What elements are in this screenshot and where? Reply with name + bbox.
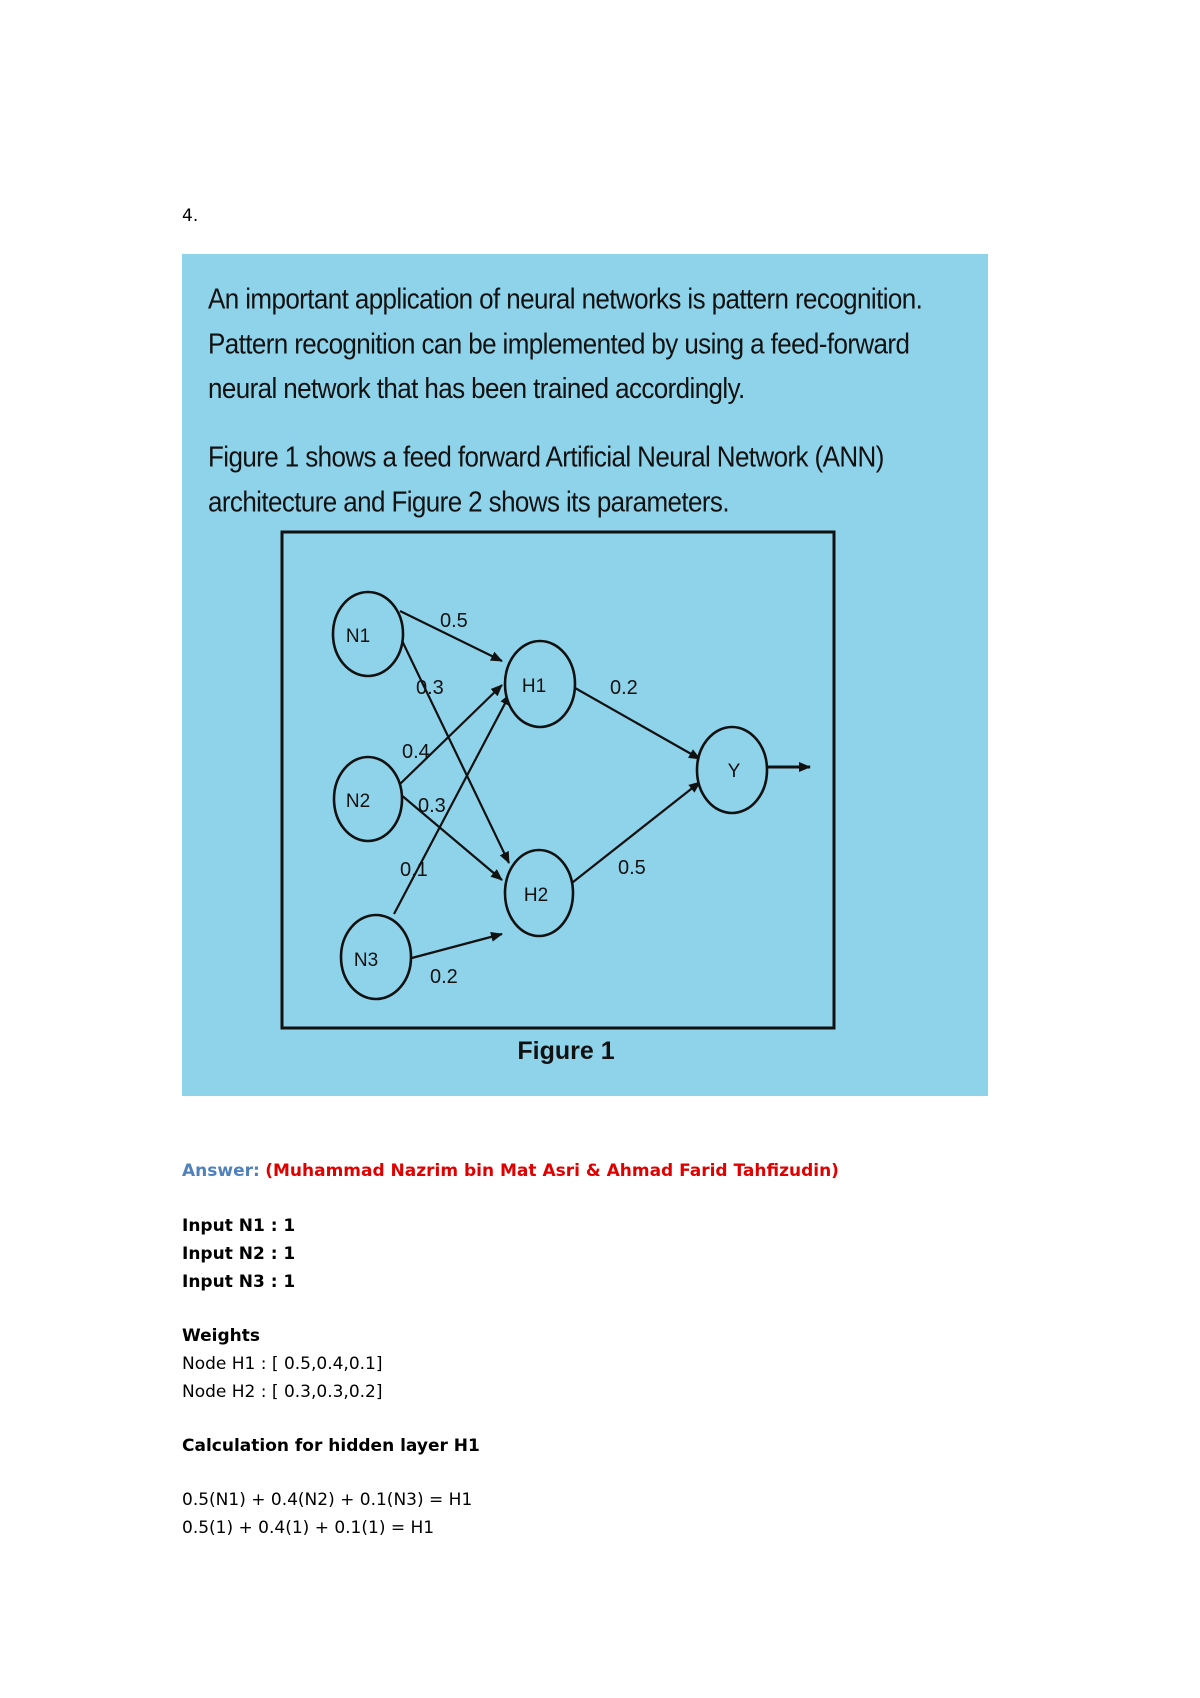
answer-authors: (Muhammad Nazrim bin Mat Asri & Ahmad Farid Tahfizudin) — [265, 1161, 839, 1181]
answer-header — [182, 1160, 839, 1182]
weight-n2-h1: 0.4 — [402, 741, 430, 763]
calc-line-2: 0.5(1) + 0.4(1) + 0.1(1) = H1 — [182, 1518, 435, 1538]
question-paragraph-2: Figure 1 shows a feed forward Artificial Neural Network (ANN) architecture and Figure 2 shows its parameters. — [208, 439, 884, 518]
question-number: 4. — [182, 206, 199, 226]
weight-n1-h1: 0.5 — [440, 610, 468, 632]
weight-h2-y: 0.5 — [618, 857, 646, 879]
scanned-question-image — [182, 254, 988, 1096]
input-line-1: Input N1 : 1 — [182, 1216, 296, 1236]
node-label-n3: N3 — [353, 950, 379, 971]
calc-line-1: 0.5(N1) + 0.4(N2) + 0.1(N3) = H1 — [182, 1490, 473, 1510]
node-label-n2: N2 — [345, 791, 371, 812]
weights-heading: Weights — [182, 1326, 261, 1346]
edge-n3-h2 — [408, 934, 502, 959]
weight-n2-h2: 0.3 — [418, 795, 446, 817]
weight-h1-y: 0.2 — [610, 677, 638, 699]
node-label-n1: N1 — [345, 626, 371, 647]
weight-n3-h1: 0.1 — [400, 859, 428, 881]
weight-n1-h2: 0.3 — [416, 677, 444, 699]
weights-line-h2: Node H2 : [ 0.3,0.3,0.2] — [182, 1382, 383, 1402]
input-line-2: Input N2 : 1 — [182, 1244, 296, 1264]
edge-n2-h1 — [400, 685, 502, 784]
node-label-y: Y — [727, 761, 741, 782]
neural-network-figure — [182, 254, 988, 1096]
figure-caption: Figure 1 — [517, 1037, 615, 1065]
node-label-h2: H2 — [523, 885, 549, 906]
node-label-h1: H1 — [521, 676, 547, 697]
question-paragraph-1: An important application of neural networks is pattern recognition. Pattern recognition can be implemented by using a feed-forward neural network that has been trained accordingly. — [208, 281, 923, 405]
weights-line-h1: Node H1 : [ 0.5,0.4,0.1] — [182, 1354, 383, 1374]
weight-n3-h2: 0.2 — [430, 966, 458, 988]
answer-label: Answer: — [182, 1161, 260, 1181]
input-line-3: Input N3 : 1 — [182, 1272, 296, 1292]
calc-heading: Calculation for hidden layer H1 — [182, 1436, 480, 1456]
